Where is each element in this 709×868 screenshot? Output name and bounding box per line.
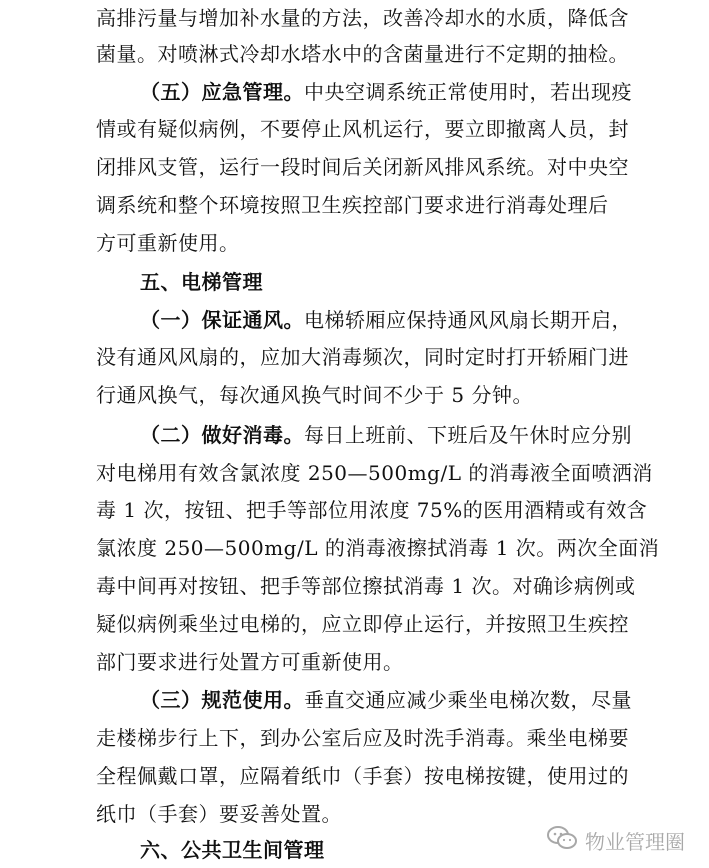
line-text: 方可重新使用。 [96,231,240,255]
line-text: 毒 1 次，按钮、把手等部位用浓度 75%的医用酒精或有效含 [96,498,648,522]
text-line [96,225,620,261]
text-line [96,492,648,528]
line-text: 部门要求进行处置方可重新使用。 [96,650,404,674]
text-line [140,74,664,110]
text-line [96,530,660,566]
text-line [96,0,629,36]
watermark-label: 物业管理圈 [585,829,685,854]
text-line [96,149,629,185]
text-line [96,606,629,642]
line-text: 中央空调系统正常使用时，若出现疫 [304,80,632,104]
text-line [96,796,620,832]
text-line [140,417,664,453]
line-text: 走楼梯步行上下，到办公室后应及时洗手消毒。乘坐电梯要 [96,726,629,750]
text-line [96,568,636,604]
line-text: 行通风换气，每次通风换气时间不少于 5 分钟。 [96,383,533,407]
text-line [96,758,629,794]
line-text: 情或有疑似病例，不要停止风机运行，要立即撤离人员，封 [96,117,629,141]
line-text: 毒中间再对按钮、把手等部位擦拭消毒 1 次。对确诊病例或 [96,574,636,598]
line-text: 纸巾（手套）要妥善处置。 [96,802,342,826]
text-line [140,682,664,718]
wechat-icon [547,825,577,856]
line-text: 垂直交通应减少乘坐电梯次数，尽量 [304,688,632,712]
line-text: 氯浓度 250—500mg/L 的消毒液擦拭消毒 1 次。两次全面消 [96,536,660,560]
heading-text: 六、公共卫生间管理 [140,838,325,862]
text-line [96,36,629,72]
section-label: （二）做好消毒。 [140,423,304,447]
text-line [96,187,620,223]
text-line [140,302,664,338]
line-text: 调系统和整个环境按照卫生疾控部门要求进行消毒处理后 [96,193,609,217]
text-line [96,455,653,491]
text-line [96,377,620,413]
text-line [96,644,620,680]
text-line [96,111,629,147]
section-label: （三）规范使用。 [140,688,304,712]
line-text: 闭排风支管，运行一段时间后关闭新风排风系统。对中央空 [96,155,629,179]
section-label: （五）应急管理。 [140,80,304,104]
line-text: 没有通风风扇的，应加大消毒频次，同时定时打开轿厢门进 [96,345,629,369]
line-text: 菌量。对喷淋式冷却水塔水中的含菌量进行不定期的抽检。 [96,42,629,66]
line-text: 对电梯用有效含氯浓度 250—500mg/L 的消毒液全面喷洒消 [96,461,653,485]
text-line [96,720,629,756]
line-text: 全程佩戴口罩，应隔着纸巾（手套）按电梯按键，使用过的 [96,764,629,788]
line-text: 疑似病例乘坐过电梯的，应立即停止运行，并按照卫生疾控 [96,612,629,636]
line-text: 每日上班前、下班后及午休时应分别 [304,423,632,447]
watermark [547,822,685,858]
line-text: 高排污量与增加补水量的方法，改善冷却水的水质，降低含 [96,6,629,30]
heading-text: 五、电梯管理 [140,270,263,294]
line-text: 电梯轿厢应保持通风风扇长期开启， [304,308,632,332]
text-line [96,339,629,375]
section-label: （一）保证通风。 [140,308,304,332]
section-heading [140,264,664,300]
